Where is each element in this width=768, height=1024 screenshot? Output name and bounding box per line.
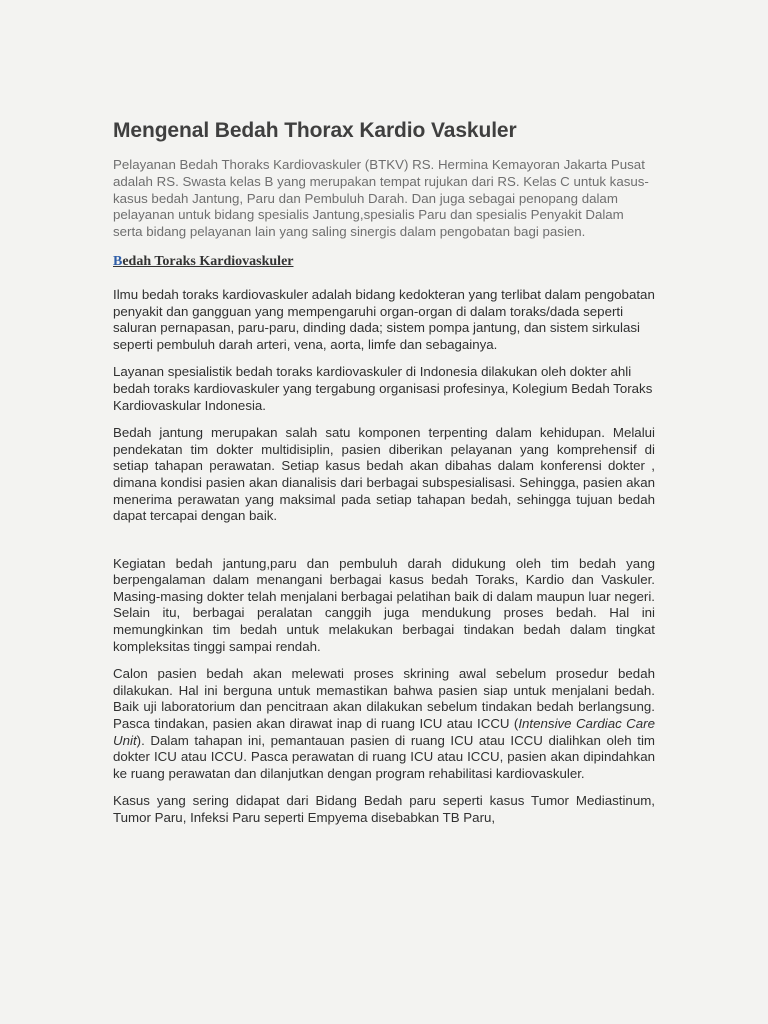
patient-process-text-a: Calon pasien bedah akan melewati proses skrining awal sebelum prosedur bedah dilakukan. Hal ini berguna untuk memastikan bahwa pasien siap untuk menjalani bedah. Baik uji laboratorium dan pencitraan akan dilakukan sebelum tindakan bedah berlangsung. Pasca tindakan, pasien akan dirawat inap di ruang ICU atau ICCU (: [113, 666, 655, 732]
section-heading-initial: B: [113, 253, 123, 269]
paragraph-lung-cases: Kasus yang sering didapat dari Bidang Bedah paru seperti kasus Tumor Mediastinum, Tumor Paru, Infeksi Paru seperti Empyema disebabkan TB Paru,: [113, 793, 655, 826]
paragraph-patient-process: [113, 666, 655, 782]
page-title: Mengenal Bedah Thorax Kardio Vaskuler: [113, 119, 517, 142]
document-body: [113, 118, 655, 838]
paragraph-surgical-team: Kegiatan bedah jantung,paru dan pembuluh darah didukung oleh tim bedah yang berpengalaman dalam menangani berbagai kasus bedah Toraks, Kardio dan Vaskuler. Masing-masing dokter telah menjalani berbagai pelatihan baik di dalam maupun luar negeri. Selain itu, berbagai peralatan canggih juga mendukung proses bedah. Hal ini memungkinkan tim bedah untuk melakukan berbagai tindakan bedah dalam tingkat kompleksitas tinggi sampai rendah.: [113, 555, 655, 654]
intro-paragraph: Pelayanan Bedah Thoraks Kardiovaskuler (BTKV) RS. Hermina Kemayoran Jakarta Pusat adalah RS. Swasta kelas B yang merupakan tempat rujukan dari RS. Kelas C untuk kasus-kasus bedah Jantung, Paru dan Pembuluh Darah. Dan juga sebagai penopang dalam pelayanan untuk bidang spesialis Jantung,spesialis Paru dan spesialis Penyakit Dalam serta bidang pelayanan lain yang saling sinergis dalam pengobatan bagi pasien.: [113, 157, 649, 240]
paragraph-heart-surgery: Bedah jantung merupakan salah satu komponen terpenting dalam kehidupan. Melalui pendekatan tim dokter multidisiplin, pasien diberikan pelayanan yang komprehensif di setiap tahapan perawatan. Setiap kasus bedah akan dibahas dalam konferensi dokter , dimana kondisi pasien akan dianalisis dari berbagai subspesialisasi. Sehingga, pasien akan menerima perawatan yang maksimal pada setiap tahapan bedah, sehingga tujuan bedah dapat tercapai dengan baik.: [113, 425, 655, 524]
paragraph-specialist-service: Layanan spesialistik bedah toraks kardiovaskuler di Indonesia dilakukan oleh dokter ahli bedah toraks kardiovaskuler yang tergabung organisasi profesinya, Kolegium Bedah Toraks Kardiovaskular Indonesia.: [113, 364, 653, 413]
patient-process-text-b: ). Dalam tahapan ini, pemantauan pasien di ruang ICU atau ICCU dialihkan oleh tim dokter ICU atau ICCU. Pasca perawatan di ruang ICU atau ICCU, pasien akan dipindahkan ke ruang perawatan dan dilanjutkan dengan program rehabilitasi kardiovaskuler.: [113, 732, 655, 781]
paragraph-definition: Ilmu bedah toraks kardiovaskuler adalah bidang kedokteran yang terlibat dalam pengobatan penyakit dan gangguan yang mempengaruhi organ-organ di dalam toraks/dada seperti saluran pernapasan, paru-paru, dinding dada; sistem pompa jantung, dan sistem sirkulasi seperti pembuluh darah arteri, vena, aorta, limfe dan sebagainya.: [113, 286, 655, 352]
icu-term-italic: Intensive Cardiac Care Unit: [113, 716, 655, 748]
section-heading-text: edah Toraks Kardiovaskuler: [122, 253, 294, 269]
section-heading: [113, 253, 655, 271]
blank-line: [113, 536, 655, 556]
